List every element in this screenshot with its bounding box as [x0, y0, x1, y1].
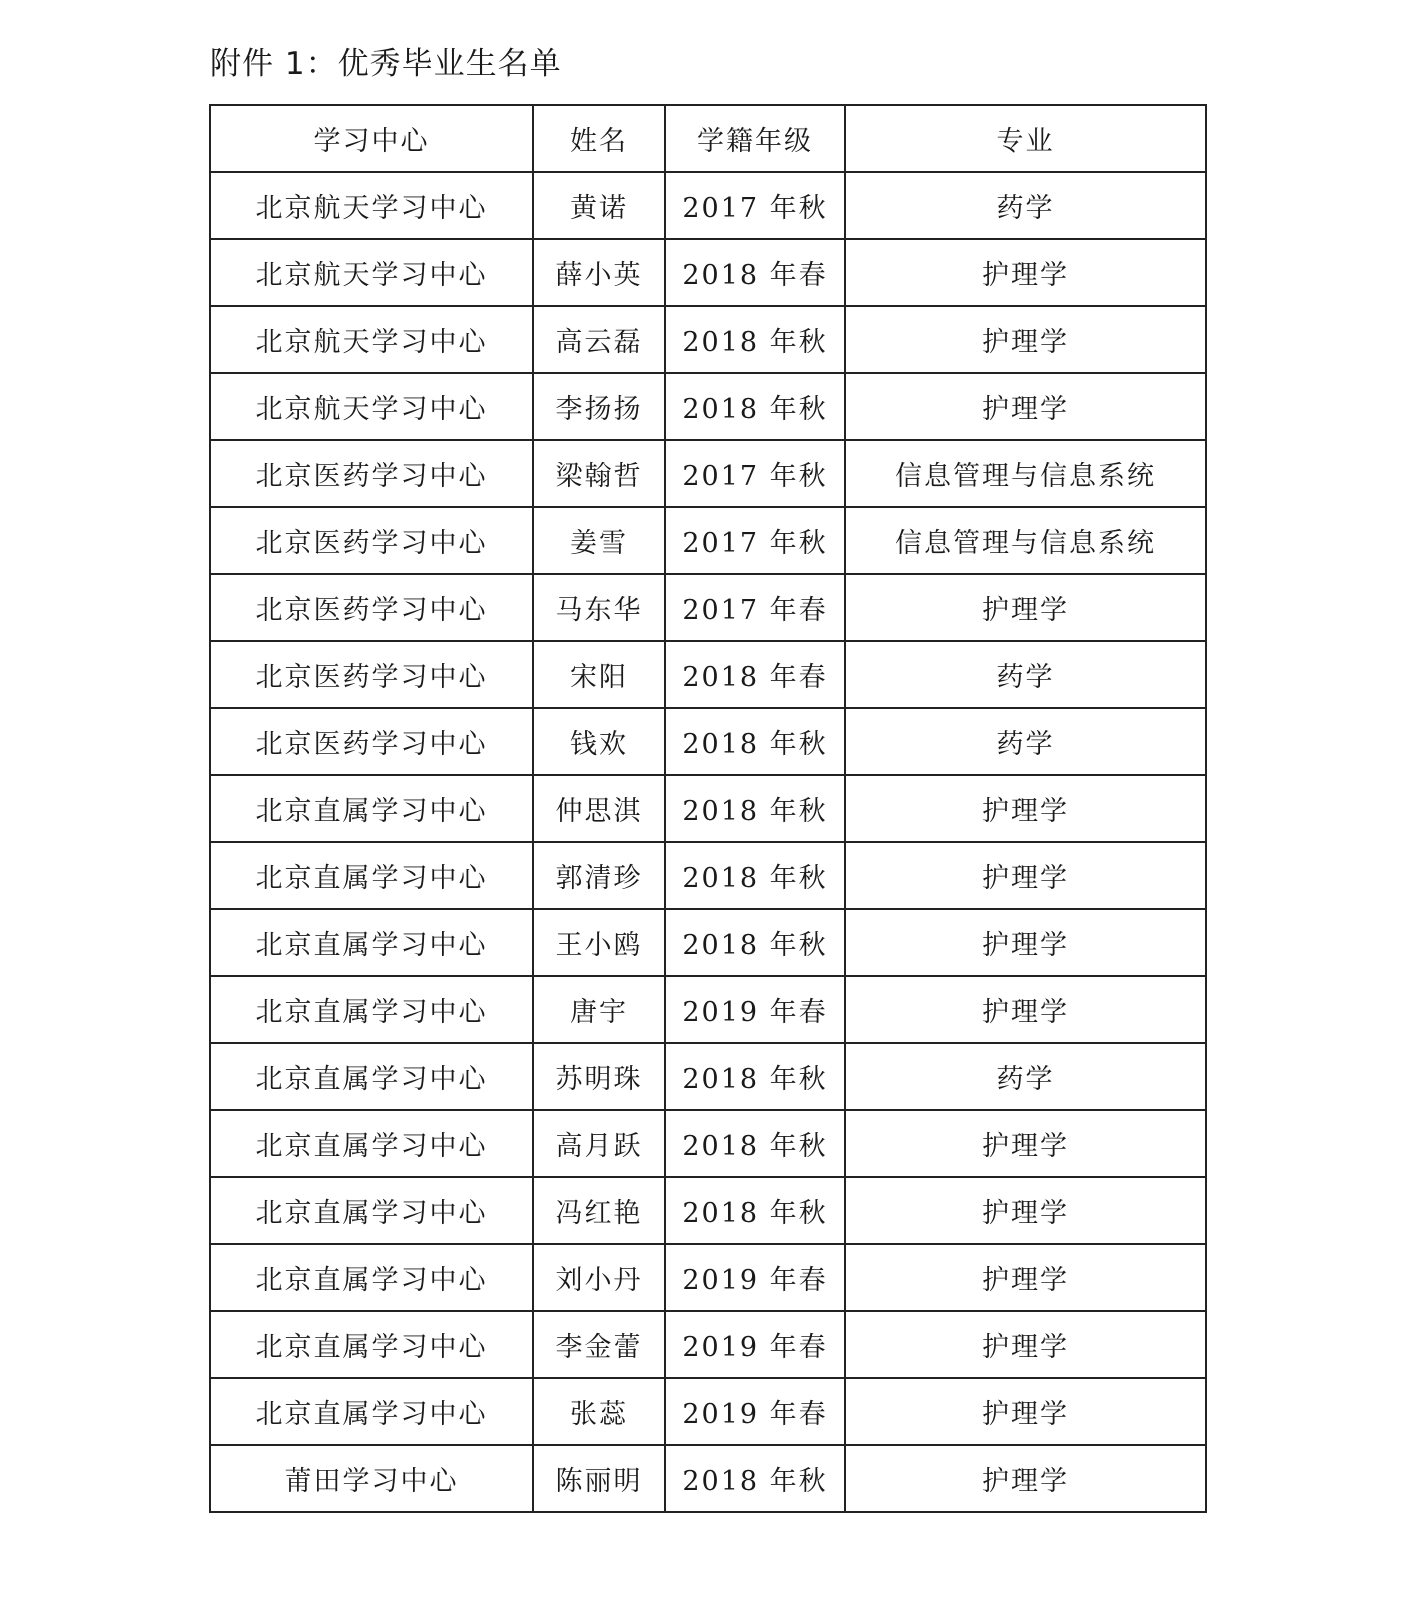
cell-name: 薛小英 — [533, 239, 665, 306]
cell-enrollment-grade: 2018 年秋 — [665, 909, 845, 976]
cell-name: 张蕊 — [533, 1378, 665, 1445]
table-row — [210, 775, 1206, 842]
cell-enrollment-grade: 2019 年春 — [665, 1378, 845, 1445]
cell-name: 陈丽明 — [533, 1445, 665, 1512]
cell-name: 冯红艳 — [533, 1177, 665, 1244]
cell-enrollment-grade: 2018 年秋 — [665, 1043, 845, 1110]
cell-major: 护理学 — [845, 574, 1206, 641]
graduate-table — [209, 104, 1207, 1513]
table-row — [210, 574, 1206, 641]
cell-major: 护理学 — [845, 1110, 1206, 1177]
cell-name: 唐宇 — [533, 976, 665, 1043]
cell-learning-center: 北京航天学习中心 — [210, 306, 533, 373]
cell-major: 药学 — [845, 708, 1206, 775]
cell-enrollment-grade: 2018 年秋 — [665, 373, 845, 440]
cell-name: 钱欢 — [533, 708, 665, 775]
cell-enrollment-grade: 2018 年秋 — [665, 842, 845, 909]
table-row — [210, 1244, 1206, 1311]
cell-major: 护理学 — [845, 306, 1206, 373]
table-row — [210, 909, 1206, 976]
table-body — [210, 172, 1206, 1512]
cell-enrollment-grade: 2019 年春 — [665, 1311, 845, 1378]
cell-enrollment-grade: 2018 年秋 — [665, 306, 845, 373]
header-row — [210, 105, 1206, 172]
cell-name: 郭清珍 — [533, 842, 665, 909]
cell-learning-center: 莆田学习中心 — [210, 1445, 533, 1512]
cell-enrollment-grade: 2017 年秋 — [665, 172, 845, 239]
cell-name: 高云磊 — [533, 306, 665, 373]
cell-enrollment-grade: 2018 年秋 — [665, 708, 845, 775]
cell-major: 护理学 — [845, 1311, 1206, 1378]
cell-major: 药学 — [845, 172, 1206, 239]
cell-name: 姜雪 — [533, 507, 665, 574]
cell-enrollment-grade: 2018 年春 — [665, 239, 845, 306]
cell-learning-center: 北京直属学习中心 — [210, 1244, 533, 1311]
cell-name: 黄诺 — [533, 172, 665, 239]
cell-name: 仲思淇 — [533, 775, 665, 842]
cell-learning-center: 北京直属学习中心 — [210, 842, 533, 909]
table-row — [210, 842, 1206, 909]
cell-name: 王小鸥 — [533, 909, 665, 976]
cell-learning-center: 北京直属学习中心 — [210, 1177, 533, 1244]
cell-name: 刘小丹 — [533, 1244, 665, 1311]
cell-name: 李扬扬 — [533, 373, 665, 440]
cell-learning-center: 北京直属学习中心 — [210, 1311, 533, 1378]
table-row — [210, 1311, 1206, 1378]
cell-major: 护理学 — [845, 976, 1206, 1043]
column-header-learning-center: 学习中心 — [210, 105, 533, 172]
cell-major: 护理学 — [845, 1177, 1206, 1244]
table-row — [210, 1177, 1206, 1244]
cell-learning-center: 北京医药学习中心 — [210, 440, 533, 507]
table-row — [210, 239, 1206, 306]
cell-major: 信息管理与信息系统 — [845, 440, 1206, 507]
cell-enrollment-grade: 2017 年秋 — [665, 507, 845, 574]
cell-major: 护理学 — [845, 775, 1206, 842]
cell-enrollment-grade: 2018 年秋 — [665, 1177, 845, 1244]
cell-major: 药学 — [845, 641, 1206, 708]
cell-learning-center: 北京直属学习中心 — [210, 1043, 533, 1110]
cell-learning-center: 北京医药学习中心 — [210, 507, 533, 574]
cell-major: 护理学 — [845, 842, 1206, 909]
cell-learning-center: 北京医药学习中心 — [210, 641, 533, 708]
table-row — [210, 172, 1206, 239]
cell-learning-center: 北京直属学习中心 — [210, 775, 533, 842]
cell-major: 护理学 — [845, 373, 1206, 440]
table-row — [210, 1043, 1206, 1110]
cell-learning-center: 北京直属学习中心 — [210, 1378, 533, 1445]
cell-major: 护理学 — [845, 909, 1206, 976]
cell-enrollment-grade: 2017 年秋 — [665, 440, 845, 507]
column-header-enrollment-grade: 学籍年级 — [665, 105, 845, 172]
cell-learning-center: 北京航天学习中心 — [210, 239, 533, 306]
table-row — [210, 373, 1206, 440]
cell-learning-center: 北京医药学习中心 — [210, 574, 533, 641]
cell-learning-center: 北京直属学习中心 — [210, 976, 533, 1043]
table-row — [210, 306, 1206, 373]
cell-enrollment-grade: 2019 年春 — [665, 976, 845, 1043]
cell-learning-center: 北京航天学习中心 — [210, 172, 533, 239]
cell-major: 药学 — [845, 1043, 1206, 1110]
cell-learning-center: 北京航天学习中心 — [210, 373, 533, 440]
cell-major: 护理学 — [845, 239, 1206, 306]
cell-major: 护理学 — [845, 1244, 1206, 1311]
table-header — [210, 105, 1206, 172]
cell-major: 护理学 — [845, 1378, 1206, 1445]
cell-name: 马东华 — [533, 574, 665, 641]
cell-enrollment-grade: 2017 年春 — [665, 574, 845, 641]
column-header-name: 姓名 — [533, 105, 665, 172]
cell-enrollment-grade: 2018 年秋 — [665, 1110, 845, 1177]
cell-name: 高月跃 — [533, 1110, 665, 1177]
table-row — [210, 1378, 1206, 1445]
table-row — [210, 976, 1206, 1043]
cell-name: 李金蕾 — [533, 1311, 665, 1378]
table-row — [210, 507, 1206, 574]
cell-major: 护理学 — [845, 1445, 1206, 1512]
table-row — [210, 641, 1206, 708]
table-row — [210, 1445, 1206, 1512]
cell-enrollment-grade: 2019 年春 — [665, 1244, 845, 1311]
cell-learning-center: 北京医药学习中心 — [210, 708, 533, 775]
cell-enrollment-grade: 2018 年秋 — [665, 775, 845, 842]
cell-learning-center: 北京直属学习中心 — [210, 909, 533, 976]
table-row — [210, 708, 1206, 775]
cell-enrollment-grade: 2018 年春 — [665, 641, 845, 708]
page-title: 附件 1：优秀毕业生名单 — [210, 46, 562, 82]
cell-enrollment-grade: 2018 年秋 — [665, 1445, 845, 1512]
cell-major: 信息管理与信息系统 — [845, 507, 1206, 574]
table-row — [210, 440, 1206, 507]
cell-name: 梁翰哲 — [533, 440, 665, 507]
cell-name: 宋阳 — [533, 641, 665, 708]
cell-name: 苏明珠 — [533, 1043, 665, 1110]
cell-learning-center: 北京直属学习中心 — [210, 1110, 533, 1177]
table-row — [210, 1110, 1206, 1177]
column-header-major: 专业 — [845, 105, 1206, 172]
